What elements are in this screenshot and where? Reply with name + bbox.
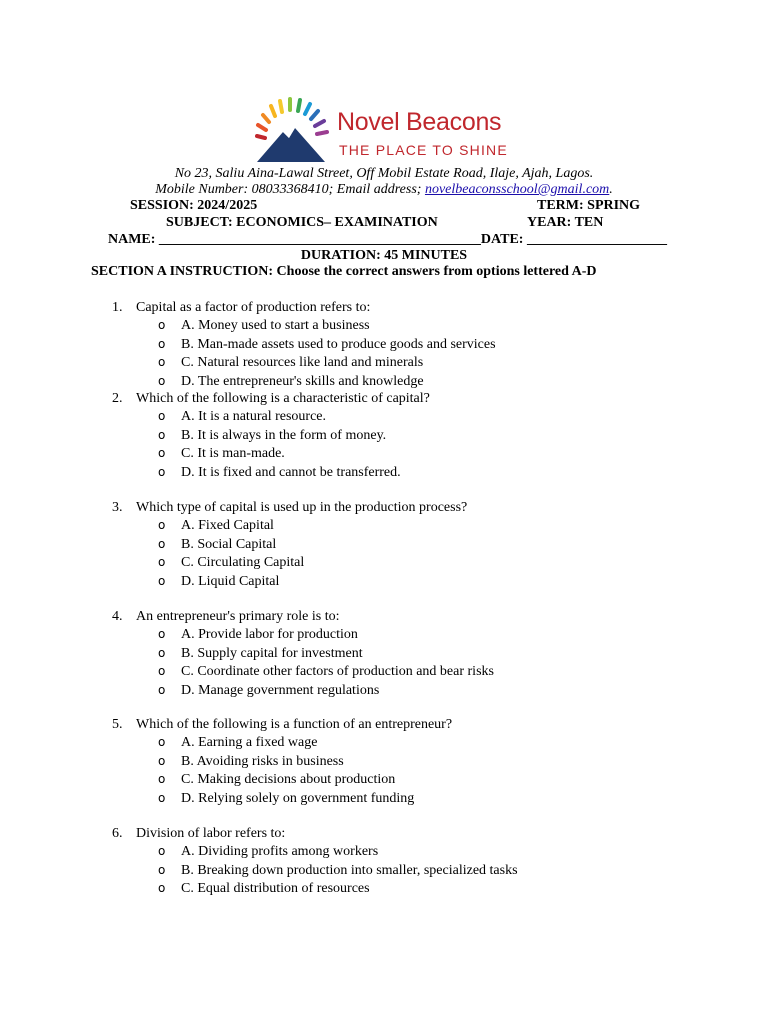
option-bullet: o [158, 735, 166, 749]
answer-option: D. Liquid Capital [181, 574, 280, 589]
duration-label: DURATION: 45 MINUTES [300, 248, 468, 263]
option-bullet: o [158, 555, 166, 569]
section-instruction: SECTION A INSTRUCTION: Choose the correct answers from options lettered A-D [91, 264, 597, 279]
answer-option: A. Earning a fixed wage [181, 735, 318, 750]
answer-option: A. Money used to start a business [181, 318, 370, 333]
answer-option: A. It is a natural resource. [181, 409, 326, 424]
question-number: 5. [112, 717, 123, 732]
question-text: An entrepreneur's primary role is to: [136, 609, 340, 624]
answer-option: C. Circulating Capital [181, 555, 305, 570]
address-period: . [589, 166, 594, 181]
answer-option: B. Social Capital [181, 537, 277, 552]
option-bullet: o [158, 355, 166, 369]
option-bullet: o [158, 428, 166, 442]
answer-option: C. Equal distribution of resources [181, 881, 370, 896]
answer-option: C. Natural resources like land and minerals [181, 355, 424, 370]
year-label: YEAR: TEN [527, 215, 604, 230]
option-bullet: o [158, 574, 166, 588]
answer-option: A. Provide labor for production [181, 627, 358, 642]
contact-period: . [609, 182, 613, 197]
option-bullet: o [158, 465, 166, 479]
question-text: Which of the following is a characteristic of capital? [136, 391, 430, 406]
contact-line [0, 182, 768, 198]
mobile-email-label: Mobile Number: 08033368410; Email address; [155, 182, 425, 197]
answer-option: B. It is always in the form of money. [181, 428, 387, 443]
answer-option: A. Dividing profits among workers [181, 844, 379, 859]
option-bullet: o [158, 409, 166, 423]
school-tagline: THE PLACE TO SHINE [339, 142, 508, 158]
school-logo [253, 92, 517, 166]
option-bullet: o [158, 772, 166, 786]
option-bullet: o [158, 844, 166, 858]
option-bullet: o [158, 318, 166, 332]
email-link[interactable]: novelbeaconsschool@gmail.com [424, 182, 610, 197]
school-name: Novel Beacons [337, 108, 502, 136]
answer-option: C. Making decisions about production [181, 772, 396, 787]
option-bullet: o [158, 537, 166, 551]
answer-option: C. It is man-made. [181, 446, 285, 461]
address-text: No 23, Saliu Aina-Lawal Street, Off Mobil Estate Road, Ilaje, Ajah, Lagos [174, 166, 590, 181]
option-bullet: o [158, 446, 166, 460]
answer-option: A. Fixed Capital [181, 518, 274, 533]
question-number: 2. [112, 391, 123, 406]
question-text: Which type of capital is used up in the production process? [136, 500, 468, 515]
option-bullet: o [158, 683, 166, 697]
question-number: 1. [112, 300, 123, 315]
question-text: Division of labor refers to: [136, 826, 286, 841]
answer-option: D. Manage government regulations [181, 683, 380, 698]
question-number: 3. [112, 500, 123, 515]
answer-option: B. Man-made assets used to produce goods and services [181, 337, 496, 352]
option-bullet: o [158, 627, 166, 641]
option-bullet: o [158, 754, 166, 768]
question-text: Capital as a factor of production refers to: [136, 300, 371, 315]
option-bullet: o [158, 863, 166, 877]
option-bullet: o [158, 664, 166, 678]
question-number: 6. [112, 826, 123, 841]
option-bullet: o [158, 374, 166, 388]
session-label: SESSION: 2024/2025 [130, 198, 258, 213]
question-number: 4. [112, 609, 123, 624]
option-bullet: o [158, 881, 166, 895]
answer-option: B. Breaking down production into smaller, specialized tasks [181, 863, 518, 878]
option-bullet: o [158, 791, 166, 805]
option-bullet: o [158, 646, 166, 660]
address-line [0, 166, 768, 182]
option-bullet: o [158, 518, 166, 532]
subject-label: SUBJECT: ECONOMICS– EXAMINATION [166, 215, 438, 230]
name-date-field: NAME: ______________________________________________DATE: ____________________ [108, 232, 667, 247]
answer-option: D. Relying solely on government funding [181, 791, 415, 806]
term-label: TERM: SPRING [537, 198, 641, 213]
sun-mountain-icon [253, 92, 333, 166]
question-text: Which of the following is a function of an entrepreneur? [136, 717, 453, 732]
answer-option: D. The entrepreneur's skills and knowledge [181, 374, 424, 389]
answer-option: B. Avoiding risks in business [181, 754, 344, 769]
answer-option: C. Coordinate other factors of production and bear risks [181, 664, 494, 679]
answer-option: B. Supply capital for investment [181, 646, 363, 661]
option-bullet: o [158, 337, 166, 351]
answer-option: D. It is fixed and cannot be transferred. [181, 465, 401, 480]
